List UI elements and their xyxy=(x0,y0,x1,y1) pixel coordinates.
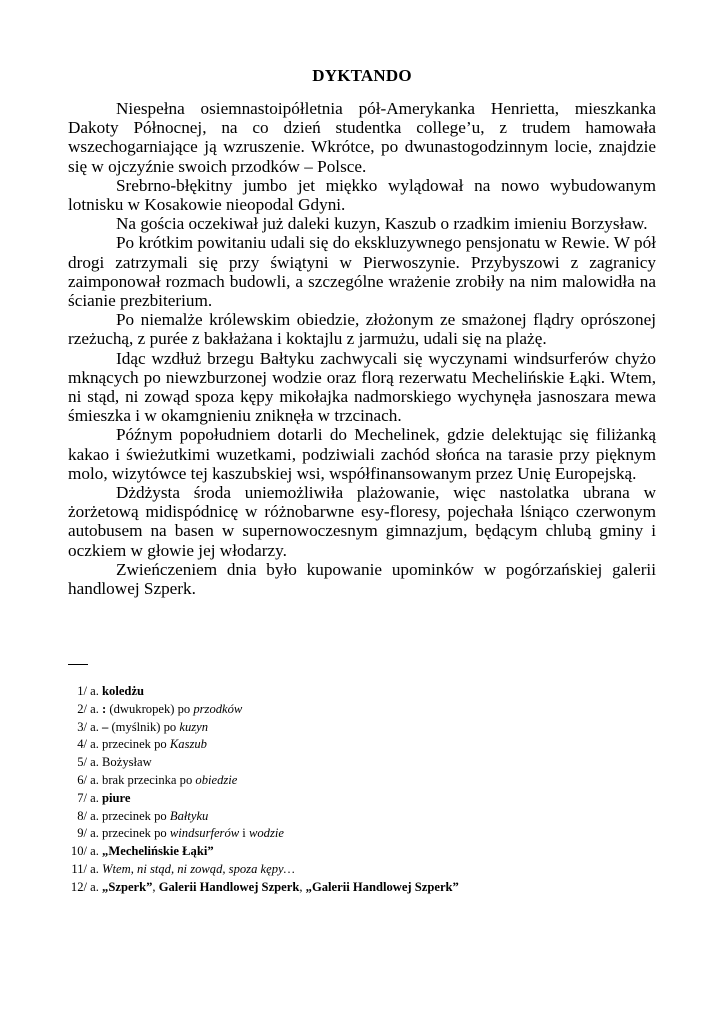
footnote-number: 8/ xyxy=(77,808,87,823)
footnote-item xyxy=(68,719,459,737)
footnote-text: i xyxy=(239,826,249,841)
paragraph: Po niemalże królewskim obiedzie, złożonym ze smażonej flądry oprószonej rzeżuchą, z purée z bakłażana i koktajlu z jarmużu, udali się na plażę. xyxy=(68,310,656,349)
footnote-text: „Mechelińskie Łąki” xyxy=(102,844,214,859)
footnote-number: 6/ xyxy=(77,772,87,787)
footnote-text: „Galerii Handlowej Szperk” xyxy=(305,879,459,894)
footnote-text: (dwukropek) po xyxy=(106,701,194,716)
footnote-item xyxy=(68,701,459,719)
footnote-text: Galerii Handlowej Szperk xyxy=(158,879,300,894)
footnote-item xyxy=(68,790,459,808)
paragraph: Po krótkim powitaniu udali się do ekskluzywnego pensjonatu w Rewie. W pół drogi zatrzymali się przy świątyni w Pierwoszynie. Przybyszowi z zagranicy zaimponował rozmach budowli, a szczególne wrażenie zrobiły na nim malowidła na ścianie prezbiterium. xyxy=(68,233,656,311)
footnote-text: a. przecinek po xyxy=(87,737,170,752)
footnote-item xyxy=(68,772,459,790)
footnote-number: 10/ xyxy=(70,844,87,859)
footnote-text: , xyxy=(299,879,306,894)
dictation-text xyxy=(68,99,656,598)
paragraph: Idąc wzdłuż brzegu Bałtyku zachwycali się wyczynami windsurferów chyżo mknących po niewzburzonej wodzie oraz florą rezerwatu Mechelińskie Łąki. Wtem, ni stąd, ni zowąd spoza kępy mikołajka nadmorskiego wychynęła jasnoszara mewa śmieszka i w okamgnieniu zniknęła w trzcinach. xyxy=(68,348,656,426)
footnote-text: – xyxy=(102,719,109,734)
footnote-text: koledżu xyxy=(102,684,145,698)
footnote-text: przodków xyxy=(193,701,243,716)
footnote-item xyxy=(68,825,459,843)
footnote-text: a. xyxy=(87,879,103,894)
footnote-text: „Szperk” xyxy=(102,879,153,894)
footnote-text: kuzyn xyxy=(179,719,209,734)
footnote-item xyxy=(68,843,459,861)
footnote-item xyxy=(68,754,459,772)
footnote-text: : xyxy=(102,701,107,716)
footnote-text: wodzie xyxy=(248,826,284,841)
footnote-number: 7/ xyxy=(77,790,87,805)
footnote-item xyxy=(68,879,459,897)
document-title: DYKTANDO xyxy=(312,66,412,85)
footnote-text: a. xyxy=(87,701,103,716)
footnote-number: 11/ xyxy=(71,861,87,876)
footnote-text: a. przecinek po xyxy=(87,826,170,841)
footnote-text: a. xyxy=(87,719,103,734)
footnote-text: a. xyxy=(87,790,103,805)
paragraph: Późnym popołudniem dotarli do Mechelinek, gdzie delektując się filiżanką kakao i świeżutkimi wuzetkami, podziwiali zachód słońca na tarasie przy pięknym molo, wizytówce tej kaszubskiej wsi, współfinansowanym przez Unię Europejską. xyxy=(68,425,656,483)
paragraph: Niespełna osiemnastoipółletnia pół-Amerykanka Henrietta, mieszkanka Dakoty Północnej, na co dzień studentka college’u, z trudem hamowała wszechogarniające ją wzruszenie. Wkrótce, po dwunastogodzinnym locie, znajdzie się w ojczyźnie swoich przodków – Polsce. xyxy=(68,99,656,176)
footnote-number: 12/ xyxy=(70,879,87,894)
footnote-number: 5/ xyxy=(77,755,87,770)
footnote-text: a. Bożysław xyxy=(87,755,152,770)
footnote-text: a. xyxy=(87,684,103,698)
footnote-item xyxy=(68,683,459,701)
footnote-text: , xyxy=(152,879,159,894)
footnote-separator xyxy=(68,664,88,665)
footnote-text: a. brak przecinka po xyxy=(87,772,196,787)
paragraph: Na gościa oczekiwał już daleki kuzyn, Kaszub o rzadkim imieniu Borzysław. xyxy=(116,214,648,234)
paragraph: Srebrno-błękitny jumbo jet miękko wylądował na nowo wybudowanym lotnisku w Kosakowie nieopodal Gdyni. xyxy=(68,175,656,215)
footnote-text: piure xyxy=(102,790,131,805)
footnote-text: Bałtyku xyxy=(169,808,209,823)
footnote-text: a. xyxy=(87,844,103,859)
paragraph: Dżdżysta środa uniemożliwiła plażowanie, więc nastolatka ubrana w żorżetową midispódnicę w różnobarwne esy-floresy, pojechała lśniąco czerwonym autobusem na basen w supernowoczesnym gimnazjum, będącym chlubą gminy i oczkiem w głowie jej włodarzy. xyxy=(68,483,656,560)
footnote-number: 1/ xyxy=(77,684,87,698)
paragraph: Zwieńczeniem dnia było kupowanie upominków w pogórzańskiej galerii handlowej Szperk. xyxy=(68,559,656,599)
footnote-number: 9/ xyxy=(77,826,87,841)
footnote-item xyxy=(68,808,459,826)
footnote-text: a. przecinek po xyxy=(87,808,170,823)
footnote-text: obiedzie xyxy=(195,772,238,787)
footnote-text: Wtem, ni stąd, ni zowąd, spoza kępy… xyxy=(102,861,295,876)
footnote-text: windsurferów xyxy=(169,826,240,841)
footnote-item xyxy=(68,861,459,879)
footnote-text: (myślnik) po xyxy=(108,719,180,734)
footnote-number: 4/ xyxy=(77,737,87,752)
footnote-text: Kaszub xyxy=(169,737,207,752)
footnote-number: 3/ xyxy=(77,719,87,734)
footnote-number: 2/ xyxy=(77,701,87,716)
footnotes-list xyxy=(68,683,459,897)
footnote-text: a. xyxy=(87,861,103,876)
footnote-item xyxy=(68,736,459,754)
